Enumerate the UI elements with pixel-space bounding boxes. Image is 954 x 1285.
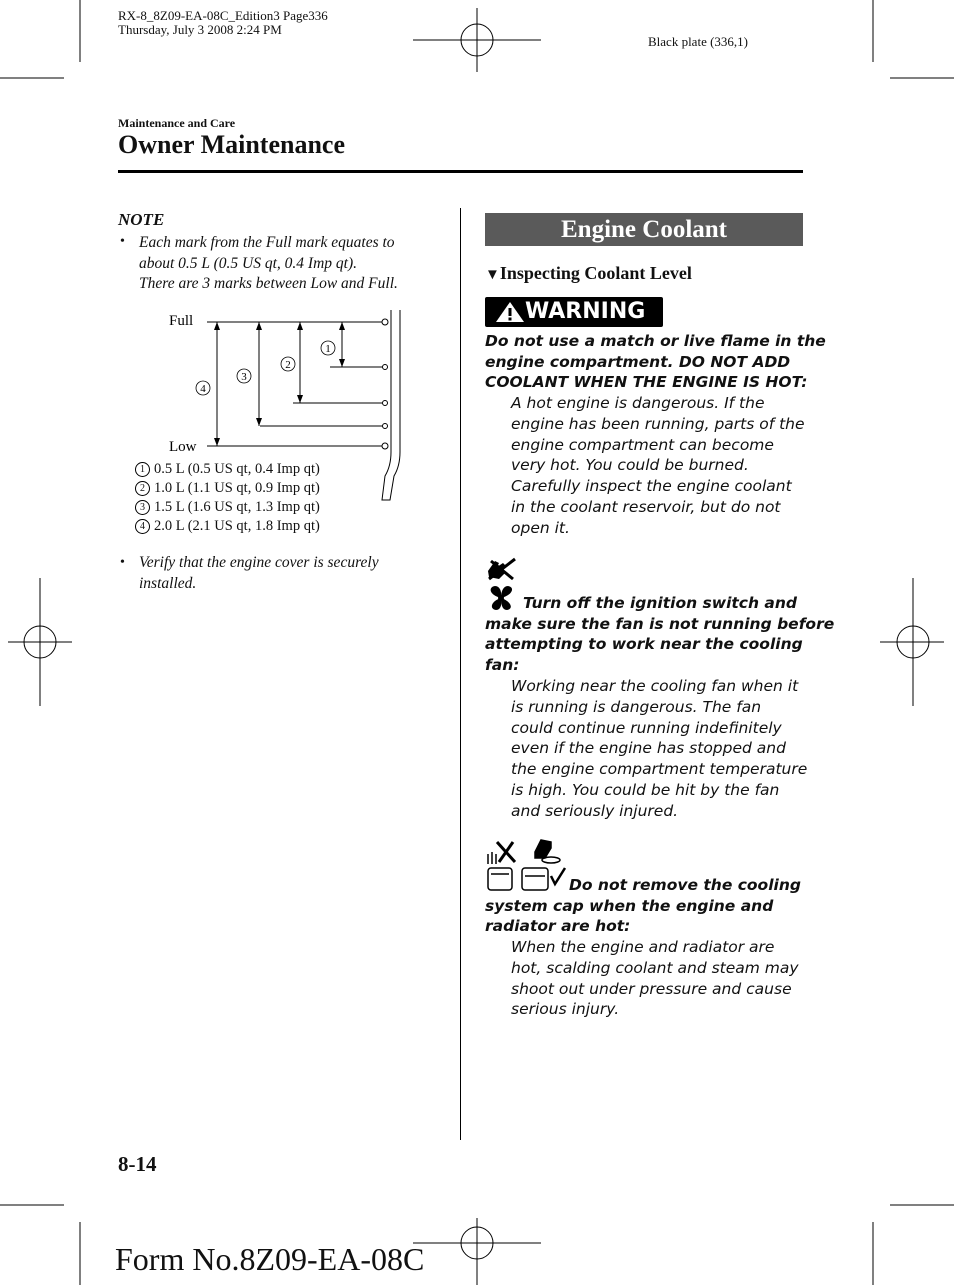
legend-item: 2 1.0 L (1.1 US qt, 0.9 Imp qt) <box>135 479 320 498</box>
legend-item: 3 1.5 L (1.6 US qt, 1.3 Imp qt) <box>135 498 320 517</box>
print-job-line-1: RX-8_8Z09-EA-08C_Edition3 Page336 <box>118 8 328 23</box>
low-label: Low <box>169 439 197 455</box>
page-title: Owner Maintenance <box>118 130 345 159</box>
note-heading: NOTE <box>118 210 165 229</box>
section-label: Maintenance and Care <box>118 116 236 130</box>
warning-2-body: Working near the cooling fan when it is running is dangerous. The fan could continue running indefinitely even if the engine has stopped and the engine compartment temperature is high. You could be hit by the fan and seriously injured. <box>511 677 808 820</box>
warning-1-body: A hot engine is dangerous. If the engine has been running, parts of the engine compartment can become very hot. You could be burned. Carefully inspect the engine coolant in the coolant reservoir, but do not open it. <box>511 394 805 537</box>
callout-2: 2 <box>285 359 291 371</box>
warning-triangle-icon <box>495 301 525 323</box>
warning-2-title: Turn off the ignition switch and make sure the fan is not running before attempting to work near the cooling fan: <box>485 594 835 674</box>
subheading: ▼Inspecting Coolant Level <box>485 263 692 283</box>
diagram-legend <box>135 460 320 536</box>
page-number: 8-14 <box>118 1152 157 1176</box>
legend-item: 4 2.0 L (2.1 US qt, 1.8 Imp qt) <box>135 517 320 536</box>
callout-1: 1 <box>325 343 331 355</box>
form-number: Form No.8Z09-EA-08C <box>115 1241 425 1277</box>
bullet-icon: • <box>120 234 125 249</box>
full-label: Full <box>169 313 194 329</box>
plate-label: Black plate (336,1) <box>648 34 748 49</box>
bullet-icon: • <box>120 555 125 570</box>
warning-3-title: Do not remove the cooling system cap when the engine and radiator are hot: <box>485 876 801 935</box>
title-rule <box>118 170 803 173</box>
callout-3: 3 <box>241 371 247 383</box>
warning-label: WARNING <box>485 297 663 327</box>
triangle-down-icon: ▼ <box>485 267 500 283</box>
warning-1-title: Do not use a match or live flame in the engine compartment. DO NOT ADD COOLANT WHEN THE ENGINE IS HOT: <box>485 332 826 391</box>
note-bullet-2: Verify that the engine cover is securely installed. <box>139 554 379 592</box>
section-banner: Engine Coolant <box>485 213 803 246</box>
note-bullet-1: Each mark from the Full mark equates to about 0.5 L (0.5 US qt, 0.4 Imp qt). There are 3 marks between Low and Full. <box>139 234 398 292</box>
warning-3-body: When the engine and radiator are hot, scalding coolant and steam may shoot out under pressure and cause serious injury. <box>511 938 799 1019</box>
callout-4: 4 <box>200 383 206 395</box>
column-divider <box>460 208 461 1140</box>
print-job-line-2: Thursday, July 3 2008 2:24 PM <box>118 22 282 37</box>
legend-item: 1 0.5 L (0.5 US qt, 0.4 Imp qt) <box>135 460 320 479</box>
